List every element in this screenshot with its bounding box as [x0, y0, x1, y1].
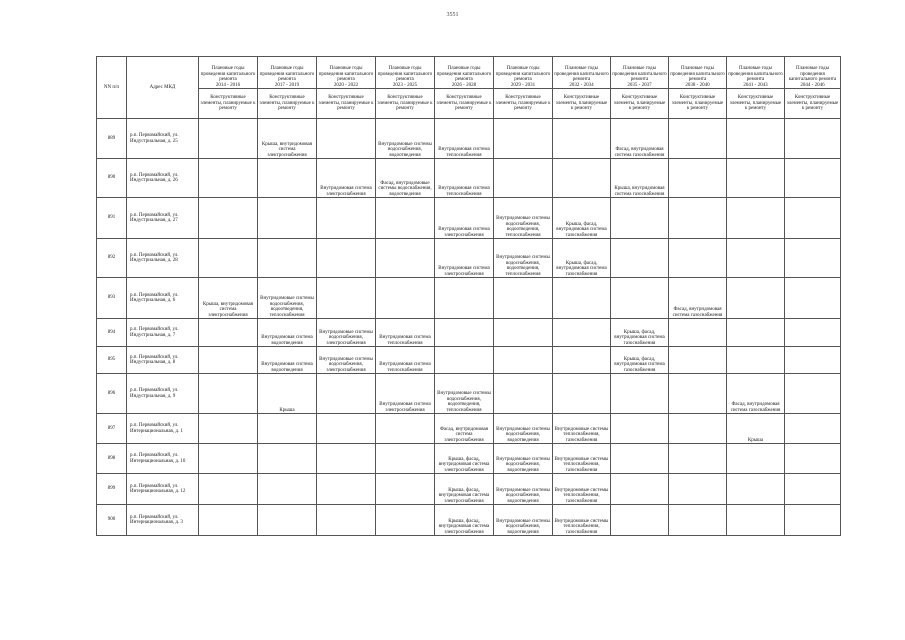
- repair-elements-cell: [611, 239, 669, 278]
- repair-elements-cell: [435, 347, 494, 374]
- repair-elements-cell: [199, 374, 258, 414]
- repair-elements-cell: [727, 198, 785, 239]
- column-header-elements: Конструктивные элементы, планируемые к ремонту: [611, 89, 669, 119]
- column-header-period: [669, 57, 727, 89]
- header-row-periods: [97, 57, 841, 89]
- repair-elements-cell: Внутридомовые системы водоснабжения, водоотведения, теплоснабжения: [494, 198, 553, 239]
- repair-elements-cell: Внутридомовые системы теплоснабжения, газоснабжения: [553, 474, 611, 505]
- period-years: 2023 - 2025: [392, 82, 418, 88]
- repair-elements-cell: [317, 414, 376, 444]
- table-row: [97, 374, 841, 414]
- repair-elements-cell: [611, 444, 669, 474]
- repair-elements-cell: [669, 474, 727, 505]
- row-number: 897: [97, 414, 127, 444]
- table-row: [97, 444, 841, 474]
- period-title: Плановые годы проведения капитального ремонта: [612, 66, 667, 83]
- table-row: [97, 198, 841, 239]
- row-number: 894: [97, 319, 127, 347]
- repair-elements-cell: [376, 474, 435, 505]
- column-header-period: [435, 57, 494, 89]
- period-title: Плановые годы проведения капитального ремонта: [728, 66, 783, 83]
- repair-elements-cell: Крыша, внутридомовая система электроснабжения: [258, 119, 317, 159]
- period-title: Плановые годы проведения капитального ремонта: [318, 66, 374, 83]
- repair-elements-cell: [553, 347, 611, 374]
- period-title: Плановые годы проведения капитального ремонта: [200, 66, 256, 83]
- row-address: р.п. Первомайский, ул. Индустриальная, д. 25: [127, 119, 199, 159]
- repair-elements-cell: [258, 505, 317, 536]
- repair-elements-cell: [317, 474, 376, 505]
- repair-elements-cell: Внутридомовые системы теплоснабжения, газоснабжения: [553, 414, 611, 444]
- column-header-period: [494, 57, 553, 89]
- column-header-address: Адрес МКД: [127, 57, 199, 119]
- period-title: Плановые годы проведения капитального ремонта: [436, 66, 492, 83]
- repair-elements-cell: [199, 319, 258, 347]
- period-years: 2014 - 2016: [215, 82, 241, 88]
- repair-elements-cell: Внутридомовые системы водоснабжения, водоотведения: [494, 444, 553, 474]
- repair-elements-cell: Внутридомовая система электроснабжения: [317, 159, 376, 198]
- row-address: р.п. Первомайский, ул. Интернациональная, д. 3: [127, 505, 199, 536]
- column-header-period: [785, 57, 841, 89]
- row-number: 896: [97, 374, 127, 414]
- repair-elements-cell: [785, 159, 841, 198]
- repair-elements-cell: [199, 505, 258, 536]
- repair-elements-cell: [611, 505, 669, 536]
- repair-elements-cell: [785, 474, 841, 505]
- table-row: [97, 119, 841, 159]
- repair-elements-cell: [669, 119, 727, 159]
- repair-elements-cell: [258, 474, 317, 505]
- column-header-elements: Конструктивные элементы, планируемые к ремонту: [785, 89, 841, 119]
- row-number: 889: [97, 119, 127, 159]
- repair-elements-cell: [258, 239, 317, 278]
- repair-elements-cell: [317, 505, 376, 536]
- repair-elements-cell: Внутридомовая система водоотведения: [258, 347, 317, 374]
- repair-elements-cell: [199, 444, 258, 474]
- repair-elements-cell: Внутридомовая система теплоснабжения: [435, 159, 494, 198]
- column-header-period: [317, 57, 376, 89]
- column-header-period: [611, 57, 669, 89]
- repair-elements-cell: Крыша, фасад, внутридомовая система электроснабжения: [435, 505, 494, 536]
- table-body: [97, 119, 841, 536]
- repair-elements-cell: [199, 414, 258, 444]
- row-number: 893: [97, 278, 127, 319]
- repair-elements-cell: [669, 347, 727, 374]
- repair-elements-cell: [494, 347, 553, 374]
- repair-elements-cell: [727, 347, 785, 374]
- repair-elements-cell: Крыша, фасад, внутридомовая система газоснабжения: [611, 347, 669, 374]
- repair-elements-cell: Крыша: [727, 414, 785, 444]
- repair-elements-cell: [258, 159, 317, 198]
- repair-elements-cell: [785, 278, 841, 319]
- repair-elements-cell: Внутридомовая система электроснабжения: [435, 239, 494, 278]
- table-row: [97, 278, 841, 319]
- column-header-period: [199, 57, 258, 89]
- repair-elements-cell: [317, 239, 376, 278]
- row-number: 899: [97, 474, 127, 505]
- repair-elements-cell: Фасад, внутридомовая система газоснабжения: [727, 374, 785, 414]
- repair-elements-cell: [785, 319, 841, 347]
- repair-elements-cell: Крыша, внутридомовая система электроснабжения: [199, 278, 258, 319]
- repair-elements-cell: Внутридомовые системы водоснабжения, водоотведения, теплоснабжения: [435, 374, 494, 414]
- repair-elements-cell: [611, 278, 669, 319]
- repair-elements-cell: Крыша, фасад, внутридомовая система электроснабжения: [435, 474, 494, 505]
- repair-elements-cell: [553, 374, 611, 414]
- repair-elements-cell: Фасад, внутридомовые системы водоснабжения, водоотведения: [376, 159, 435, 198]
- repair-elements-cell: Крыша, фасад, внутридомовая система газоснабжения: [611, 319, 669, 347]
- period-title: Плановые годы проведения капитального ремонта: [788, 66, 837, 83]
- repair-elements-cell: [669, 374, 727, 414]
- repair-elements-cell: [199, 474, 258, 505]
- repair-elements-cell: Внутридомовые системы водоснабжения, водоотведения: [494, 505, 553, 536]
- row-number: 900: [97, 505, 127, 536]
- repair-elements-cell: [494, 278, 553, 319]
- repair-elements-cell: [727, 239, 785, 278]
- repair-elements-cell: Внутридомовые системы водоснабжения, электроснабжения: [317, 319, 376, 347]
- repair-elements-cell: Внутридомовые системы водоснабжения, водоотведения: [376, 119, 435, 159]
- header-row-elements: [97, 89, 841, 119]
- repair-elements-cell: [376, 239, 435, 278]
- row-address: р.п. Первомайский, ул. Индустриальная, д. 7: [127, 319, 199, 347]
- repair-elements-cell: [727, 319, 785, 347]
- repair-elements-cell: [494, 319, 553, 347]
- repair-elements-cell: [494, 374, 553, 414]
- period-years: 2029 - 2031: [510, 82, 536, 88]
- repair-elements-cell: [494, 159, 553, 198]
- repair-elements-cell: [376, 414, 435, 444]
- repair-elements-cell: Внутридомовые системы водоснабжения, водоотведения: [494, 414, 553, 444]
- repair-elements-cell: [669, 444, 727, 474]
- repair-elements-cell: [376, 444, 435, 474]
- repair-elements-cell: Внутридомовая система теплоснабжения: [376, 347, 435, 374]
- repair-elements-cell: [258, 414, 317, 444]
- column-header-elements: Конструктивные элементы, планируемые к ремонту: [317, 89, 376, 119]
- repair-elements-cell: [611, 474, 669, 505]
- row-address: р.п. Первомайский, ул. Интернациональная, д. 12: [127, 474, 199, 505]
- table-row: [97, 505, 841, 536]
- repair-elements-cell: [553, 119, 611, 159]
- repair-elements-cell: [727, 444, 785, 474]
- row-number: 891: [97, 198, 127, 239]
- period-years: 2032 - 2034: [569, 82, 594, 88]
- page-number: 3551: [446, 12, 459, 18]
- repair-elements-cell: Фасад, внутридомовая система газоснабжения: [669, 278, 727, 319]
- repair-elements-cell: Фасад, внутридомовая система электроснабжения: [435, 414, 494, 444]
- table-row: [97, 347, 841, 374]
- repair-elements-cell: [199, 159, 258, 198]
- column-header-period: [258, 57, 317, 89]
- row-address: р.п. Первомайский, ул. Индустриальная, д. 28: [127, 239, 199, 278]
- column-header-elements: Конструктивные элементы, планируемые к ремонту: [727, 89, 785, 119]
- repair-elements-cell: [199, 347, 258, 374]
- repair-elements-cell: [785, 119, 841, 159]
- repair-elements-cell: [785, 347, 841, 374]
- repair-elements-cell: [199, 198, 258, 239]
- repair-elements-cell: Фасад, внутридомовая система газоснабжения: [611, 119, 669, 159]
- repair-elements-cell: [727, 474, 785, 505]
- period-years: 2044 - 2046: [800, 82, 825, 88]
- repair-elements-cell: [199, 119, 258, 159]
- row-address: р.п. Первомайский, ул. Индустриальная, д. 8: [127, 347, 199, 374]
- period-years: 2038 - 2040: [685, 82, 710, 88]
- repair-elements-cell: Крыша: [258, 374, 317, 414]
- repair-elements-cell: Внутридомовая система теплоснабжения: [435, 119, 494, 159]
- repair-elements-cell: Внутридомовые системы водоснабжения, водоотведения: [494, 474, 553, 505]
- column-header-elements: Конструктивные элементы, планируемые к ремонту: [435, 89, 494, 119]
- repair-elements-cell: [317, 278, 376, 319]
- period-title: Плановые годы проведения капитального ремонта: [554, 66, 609, 83]
- period-title: Плановые годы проведения капитального ремонта: [670, 66, 725, 83]
- row-address: р.п. Первомайский, ул. Интернациональная, д. 10: [127, 444, 199, 474]
- repair-elements-cell: Внутридомовая система электроснабжения: [435, 198, 494, 239]
- column-header-period: [376, 57, 435, 89]
- repair-elements-cell: [317, 198, 376, 239]
- period-title: Плановые годы проведения капитального ремонта: [259, 66, 315, 83]
- table-row: [97, 414, 841, 444]
- repair-elements-cell: [435, 319, 494, 347]
- period-years: 2035 - 2037: [627, 82, 652, 88]
- column-header-period: [553, 57, 611, 89]
- table-row: [97, 159, 841, 198]
- repair-elements-cell: Крыша, внутридомовая система газоснабжения: [611, 159, 669, 198]
- period-years: 2041 - 2043: [743, 82, 768, 88]
- repair-elements-cell: [785, 444, 841, 474]
- repair-elements-cell: [317, 374, 376, 414]
- repair-elements-cell: [199, 239, 258, 278]
- repair-elements-cell: [494, 119, 553, 159]
- repair-elements-cell: Внутридомовые системы теплоснабжения, газоснабжения: [553, 444, 611, 474]
- repair-elements-cell: Крыша, фасад, внутридомовая система газоснабжения: [553, 239, 611, 278]
- column-header-elements: Конструктивные элементы, планируемые к ремонту: [494, 89, 553, 119]
- column-header-elements: Конструктивные элементы, планируемые к ремонту: [669, 89, 727, 119]
- repair-elements-cell: Крыша, фасад, внутридомовая система газоснабжения: [553, 198, 611, 239]
- repair-elements-cell: Внутридомовые системы теплоснабжения, газоснабжения: [553, 505, 611, 536]
- repair-elements-cell: Внутридомовая система теплоснабжения: [376, 319, 435, 347]
- row-address: р.п. Первомайский, ул. Интернациональная, д. 1: [127, 414, 199, 444]
- repair-elements-cell: Внутридомовая система электроснабжения: [376, 374, 435, 414]
- row-address: р.п. Первомайский, ул. Индустриальная, д. 27: [127, 198, 199, 239]
- row-address: р.п. Первомайский, ул. Индустриальная, д. 9: [127, 374, 199, 414]
- period-years: 2026 - 2028: [451, 82, 477, 88]
- repair-elements-cell: [785, 239, 841, 278]
- repair-elements-cell: [317, 444, 376, 474]
- repair-elements-cell: [258, 444, 317, 474]
- repair-elements-cell: [317, 119, 376, 159]
- repair-elements-cell: Внутридомовые системы водоснабжения, водоотведения, теплоснабжения: [258, 278, 317, 319]
- repair-elements-cell: [376, 198, 435, 239]
- column-header-elements: Конструктивные элементы, планируемые к ремонту: [258, 89, 317, 119]
- column-header-elements: Конструктивные элементы, планируемые к ремонту: [553, 89, 611, 119]
- repair-elements-cell: [435, 278, 494, 319]
- table-row: [97, 239, 841, 278]
- repair-schedule-table: [96, 56, 841, 536]
- repair-elements-cell: [727, 505, 785, 536]
- repair-elements-cell: [611, 198, 669, 239]
- repair-elements-cell: [785, 198, 841, 239]
- period-years: 2020 - 2022: [333, 82, 359, 88]
- repair-elements-cell: Внутридомовая система водоотведения: [258, 319, 317, 347]
- repair-elements-cell: [669, 414, 727, 444]
- row-number: 892: [97, 239, 127, 278]
- table-row: [97, 319, 841, 347]
- repair-elements-cell: [669, 319, 727, 347]
- column-header-period: [727, 57, 785, 89]
- repair-elements-cell: [376, 505, 435, 536]
- table-row: [97, 474, 841, 505]
- row-number: 898: [97, 444, 127, 474]
- row-address: р.п. Первомайский, ул. Индустриальная, д. 26: [127, 159, 199, 198]
- repair-elements-cell: [669, 239, 727, 278]
- repair-elements-cell: [669, 159, 727, 198]
- repair-elements-cell: [727, 119, 785, 159]
- row-number: 890: [97, 159, 127, 198]
- period-years: 2017 - 2019: [274, 82, 300, 88]
- repair-elements-cell: [553, 319, 611, 347]
- repair-elements-cell: Внутридомовые системы водоснабжения, водоотведения, теплоснабжения: [494, 239, 553, 278]
- repair-elements-cell: Внутридомовые системы водоснабжения, электроснабжения: [317, 347, 376, 374]
- repair-elements-cell: [611, 414, 669, 444]
- repair-elements-cell: [785, 374, 841, 414]
- repair-elements-cell: [611, 374, 669, 414]
- repair-elements-cell: [785, 414, 841, 444]
- period-title: Плановые годы проведения капитального ремонта: [495, 66, 551, 83]
- column-header-elements: Конструктивные элементы, планируемые к ремонту: [376, 89, 435, 119]
- column-header-elements: Конструктивные элементы, планируемые к ремонту: [199, 89, 258, 119]
- row-address: р.п. Первомайский, ул. Индустриальная, д. 6: [127, 278, 199, 319]
- repair-elements-cell: [553, 278, 611, 319]
- column-header-num: NN п/п: [97, 57, 127, 119]
- repair-elements-cell: [727, 278, 785, 319]
- repair-elements-cell: Крыша, фасад, внутридомовая система электроснабжения: [435, 444, 494, 474]
- repair-elements-cell: [727, 159, 785, 198]
- repair-elements-cell: [258, 198, 317, 239]
- period-title: Плановые годы проведения капитального ремонта: [377, 66, 433, 83]
- repair-elements-cell: [376, 278, 435, 319]
- repair-elements-cell: [669, 505, 727, 536]
- repair-elements-cell: [553, 159, 611, 198]
- repair-elements-cell: [785, 505, 841, 536]
- repair-elements-cell: [669, 198, 727, 239]
- row-number: 895: [97, 347, 127, 374]
